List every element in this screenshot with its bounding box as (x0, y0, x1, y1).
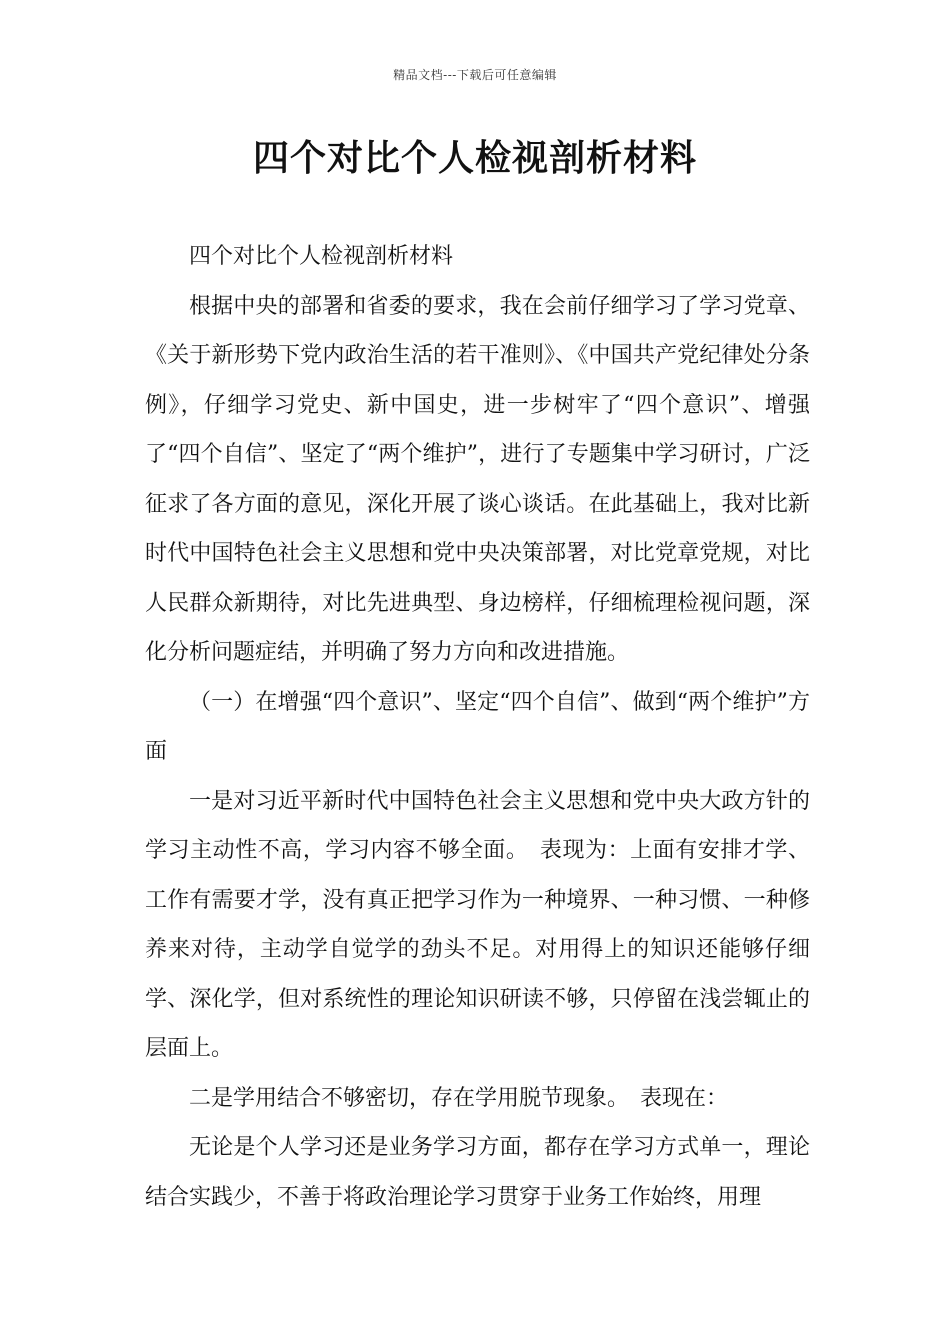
paragraph-intro: 根据中央的部署和省委的要求，我在会前仔细学习了学习党章、《关于新形势下党内政治生活的若干准则》、《中国共产党纪律处分条例》，仔细学习党史、新中国史，进一步树牢了“四个意识”、增强了“四个自信”、坚定了“两个维护”，进行了专题集中学习研讨，广泛征求了各方面的意见，深化开展了谈心谈话。在此基础上，我对比新时代中国特色社会主义思想和党中央决策部署，对比党章党规，对比人民群众新期待，对比先进典型、身边榜样，仔细梳理检视问题，深化分析问题症结，并明确了努力方向和改进措施。 (145, 293, 810, 665)
paragraph-section-heading: （一）在增强“四个意识”、坚定“四个自信”、做到“两个维护”方面 (145, 689, 810, 764)
paragraph-issue-two-detail: 无论是个人学习还是业务学习方面，都存在学习方式单一，理论结合实践少，不善于将政治理论学习贯穿于业务工作始终，用理 (145, 1135, 810, 1210)
paragraph-subtitle: 四个对比个人检视剖析材料 (189, 244, 454, 269)
document-title: 四个对比个人检视剖析材料 (252, 137, 697, 179)
paragraph-issue-two: 二是学用结合不够密切，存在学用脱节现象。 表现在： (189, 1085, 729, 1111)
document-body (145, 232, 810, 1222)
header-note: 精品文档---下载后可任意编辑 (393, 68, 557, 82)
paragraph-issue-one: 一是对习近平新时代中国特色社会主义思想和党中央大政方针的学习主动性不高，学习内容不够全面。 表现为：上面有安排才学、工作有需要才学，没有真正把学习作为一种境界、一种习惯、一种修养来对待，主动学自觉学的劲头不足。对用得上的知识还能够仔细学、深化学，但对系统性的理论知识研读不够，只停留在浅尝辄止的层面上。 (145, 788, 810, 1061)
